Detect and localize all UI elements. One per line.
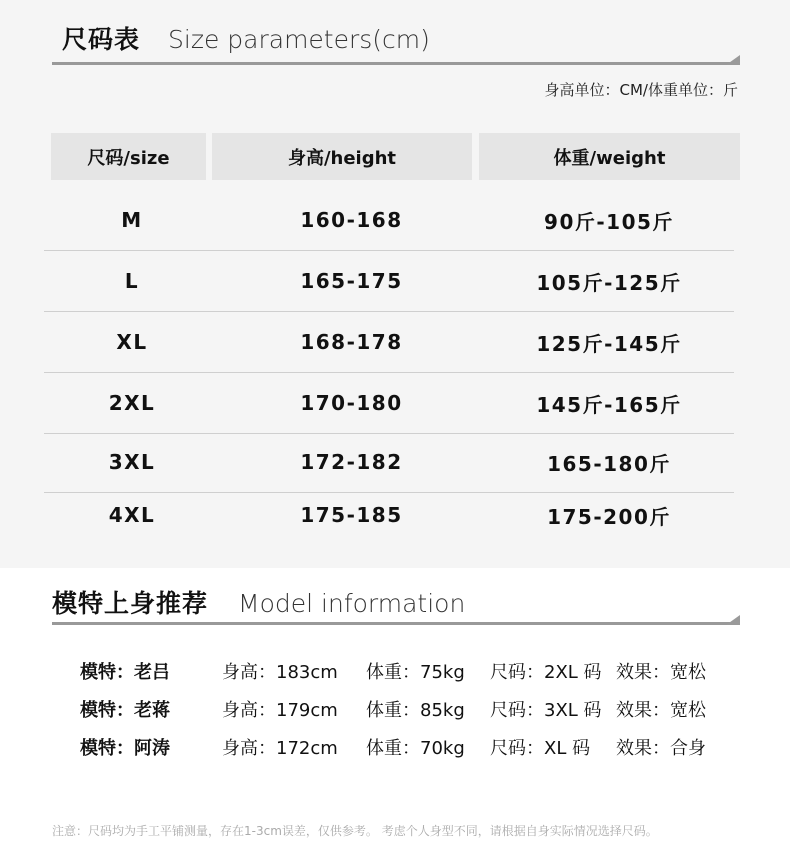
table-row: [44, 432, 734, 493]
weight-cell: 175-200斤: [547, 504, 671, 529]
model-name: 模特：老吕: [80, 662, 170, 683]
header-weight: 体重/weight: [479, 133, 740, 180]
model-height: 身高：183cm: [222, 662, 338, 683]
height-cell: 170-180: [300, 391, 403, 415]
model-title-divider: [52, 622, 740, 625]
size-cell: XL: [116, 330, 148, 354]
table-row: [44, 251, 734, 312]
weight-cell: 145斤-165斤: [536, 392, 682, 417]
weight-cell: 125斤-145斤: [536, 331, 682, 356]
model-title-cn: 模特上身推荐: [52, 589, 209, 618]
model-effect: 效果：宽松: [616, 662, 706, 683]
height-cell: 168-178: [300, 330, 403, 354]
model-row: [0, 658, 790, 688]
model-effect: 效果：合身: [616, 738, 706, 759]
model-size: 尺码：2XL 码: [490, 662, 602, 683]
disclaimer-note: 注意：尺码均为手工平铺测量，存在1-3cm误差，仅供参考。 考虑个人身型不同，请根据自身实际情况选择尺码。: [52, 824, 658, 838]
model-height: 身高：172cm: [222, 738, 338, 759]
model-weight: 体重：75kg: [366, 662, 465, 683]
table-row: [44, 485, 734, 545]
height-cell: 172-182: [300, 450, 403, 474]
table-row: [44, 312, 734, 373]
weight-cell: 165-180斤: [547, 451, 671, 476]
model-size: 尺码：XL 码: [490, 738, 591, 759]
header-size: 尺码/size: [51, 133, 206, 180]
model-title-en: Model information: [238, 589, 466, 618]
size-cell: M: [121, 208, 143, 232]
table-row: [44, 373, 734, 434]
model-row: [0, 696, 790, 726]
height-cell: 160-168: [300, 208, 403, 232]
weight-cell: 105斤-125斤: [536, 270, 682, 295]
model-name: 模特：老蒋: [80, 700, 170, 721]
size-cell: 4XL: [108, 503, 156, 527]
size-title-en: Size parameters(cm): [168, 25, 430, 54]
header-height: 身高/height: [212, 133, 472, 180]
model-name: 模特：阿涛: [80, 738, 170, 759]
model-height: 身高：179cm: [222, 700, 338, 721]
unit-note: 身高单位：CM/体重单位：斤: [544, 81, 738, 99]
model-weight: 体重：85kg: [366, 700, 465, 721]
size-cell: L: [124, 269, 140, 293]
title-divider: [52, 62, 740, 65]
model-section-title: [52, 584, 465, 620]
model-size: 尺码：3XL 码: [490, 700, 602, 721]
size-cell: 2XL: [108, 391, 156, 415]
height-cell: 175-185: [300, 503, 403, 527]
model-row: [0, 734, 790, 764]
model-effect: 效果：宽松: [616, 700, 706, 721]
height-cell: 165-175: [300, 269, 403, 293]
size-title-cn: 尺码表: [62, 25, 141, 54]
table-row: [44, 190, 734, 251]
size-cell: 3XL: [108, 450, 156, 474]
model-weight: 体重：70kg: [366, 738, 465, 759]
weight-cell: 90斤-105斤: [544, 209, 674, 234]
size-section-title: [62, 20, 430, 56]
